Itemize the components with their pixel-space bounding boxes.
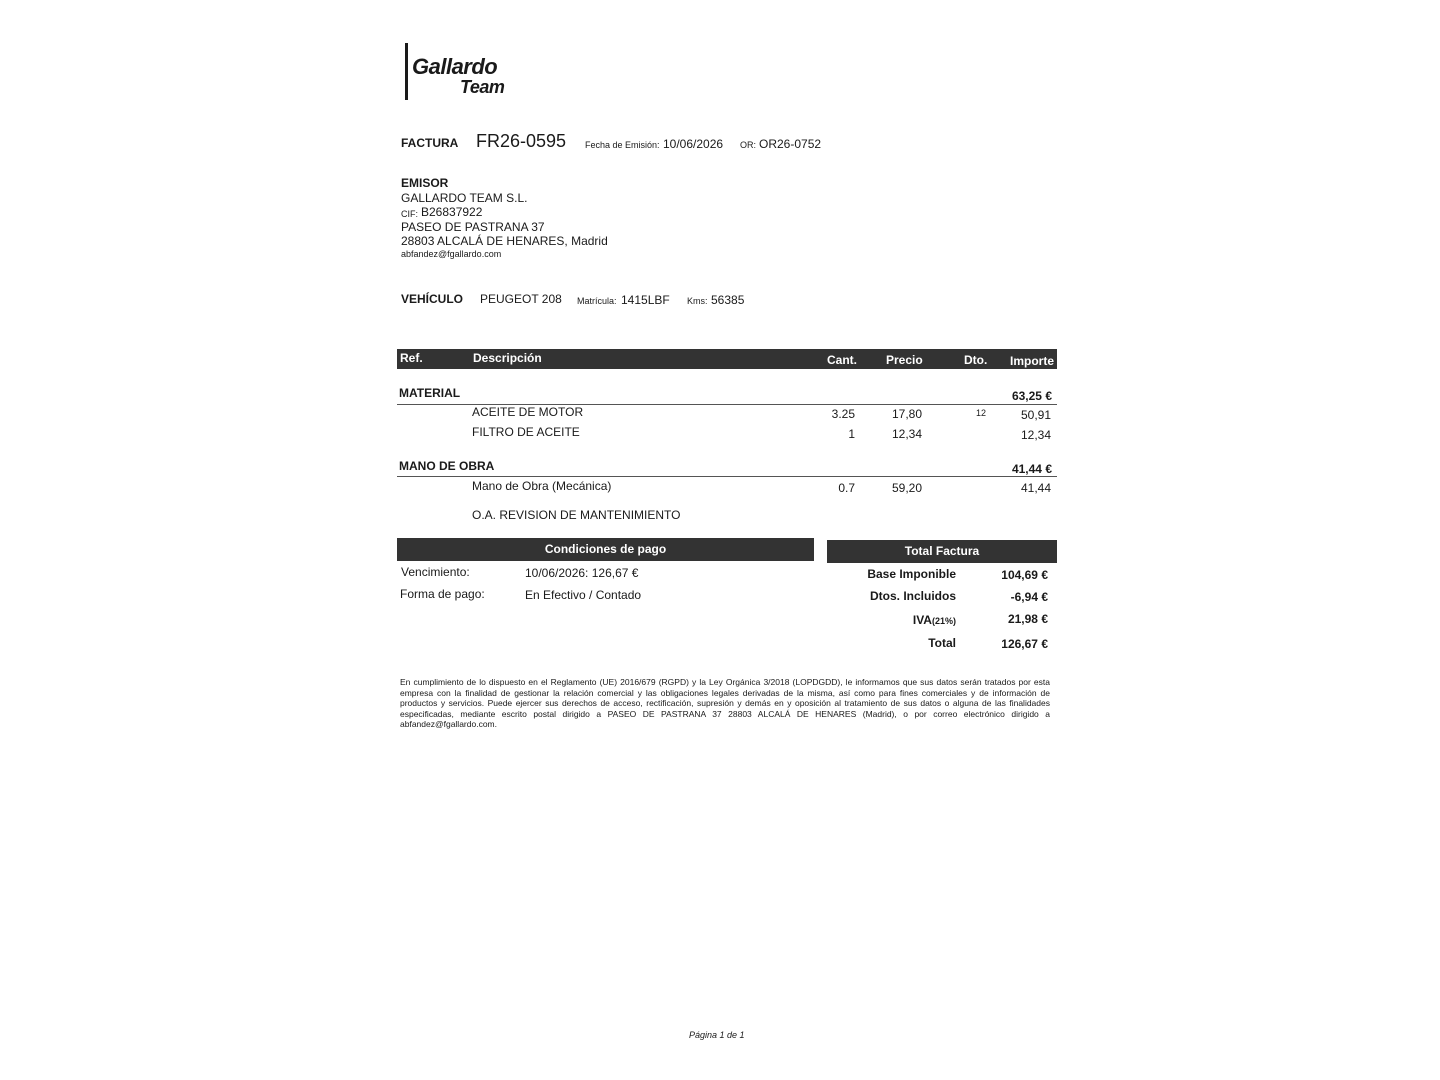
item-precio: 12,34 (892, 427, 923, 441)
kms-value: 56385 (711, 293, 745, 307)
or-label: OR: (740, 140, 757, 150)
col-ref: Ref. (400, 351, 423, 365)
logo-text-gallardo: Gallardo (412, 54, 498, 79)
base-imponible-value: 104,69 € (1001, 568, 1048, 582)
legal-notice: En cumplimiento de lo dispuesto en el Reglamento (UE) 2016/679 (RGPD) y la Ley Orgánica 3/2018 (LOPDGDD), le informamos que sus datos serán tratados por esta empresa con la finalidad de gestionar la relación comercial y las obligaciones legales derivadas de la misma, así como para fines comerciales y de información de productos y servicios. Puede ejercer sus derechos de acceso, rectificación, supresión y demás en y oposición al tratamiento de sus datos o alguna de las finalidades especificadas, mediante escrito postal dirigido a PASEO DE PASTRANA 37 28803 ALCALÁ DE HENARES (Madrid), o por correo electrónico dirigido a abfandez@fgallardo.com. (400, 677, 1050, 730)
total-invoice-title: Total Factura (904, 544, 980, 558)
cif-label: CIF: (401, 209, 418, 219)
factura-label: FACTURA (401, 136, 459, 150)
matricula-label: Matrícula: (577, 296, 617, 306)
cif-value: B26837922 (421, 205, 483, 219)
total-label: Total (928, 636, 956, 650)
section-total-material: 63,25 € (1011, 389, 1052, 403)
col-descripcion: Descripción (473, 351, 542, 365)
payment-conditions-title: Condiciones de pago (544, 542, 667, 556)
descuentos-value: -6,94 € (1010, 590, 1048, 604)
col-cant: Cant. (827, 353, 857, 367)
kms-label: Kms: (687, 296, 708, 306)
items-table-header (397, 349, 1057, 369)
vehiculo-label: VEHÍCULO (401, 292, 464, 306)
total-invoice-header (827, 540, 1057, 563)
iva-value: 21,98 € (1007, 612, 1048, 626)
col-precio: Precio (886, 353, 923, 367)
section-total-mano-de-obra: 41,44 € (1011, 462, 1052, 476)
emisor-address-1: PASEO DE PASTRANA 37 (401, 220, 545, 234)
fecha-emision-value: 10/06/2026 (663, 137, 724, 151)
vencimiento-label: Vencimiento: (401, 565, 470, 579)
item-importe: 12,34 (1020, 428, 1051, 442)
item-desc: ACEITE DE MOTOR (472, 405, 584, 419)
emisor-address-2: 28803 ALCALÁ DE HENARES, Madrid (401, 234, 608, 248)
factura-number: FR26-0595 (476, 131, 567, 151)
matricula-value: 1415LBF (621, 293, 670, 307)
base-imponible-label: Base Imponible (867, 567, 956, 581)
payment-conditions-header (397, 538, 814, 561)
section-title-material: MATERIAL (399, 386, 461, 400)
emisor-name: GALLARDO TEAM S.L. (401, 191, 528, 205)
item-cant: 1 (848, 427, 855, 441)
fecha-emision-label: Fecha de Emisión: (585, 140, 660, 150)
iva-rate: (21%) (931, 616, 956, 626)
vehiculo-model: PEUGEOT 208 (480, 292, 562, 306)
emisor-email: abfandez@fgallardo.com (401, 249, 502, 259)
item-precio: 17,80 (892, 407, 923, 421)
section-title-mano-de-obra: MANO DE OBRA (399, 459, 495, 473)
col-dto: Dto. (964, 353, 988, 367)
logo-bar (405, 43, 408, 100)
or-value: OR26-0752 (759, 137, 822, 151)
total-value: 126,67 € (1001, 637, 1048, 651)
forma-pago-value: En Efectivo / Contado (525, 588, 642, 602)
item-precio: 59,20 (892, 481, 923, 495)
iva-label: IVA (912, 613, 932, 627)
col-importe: Importe (1010, 354, 1055, 368)
section-divider (397, 476, 1057, 477)
logo-text-team: Team (460, 77, 505, 97)
iva-label-group (913, 611, 956, 629)
item-cant: 0.7 (838, 481, 855, 495)
vencimiento-value: 10/06/2026: 126,67 € (525, 566, 639, 580)
page-number: Página 1 de 1 (689, 1030, 745, 1040)
item-dto: 12 (976, 408, 987, 418)
item-desc: FILTRO DE ACEITE (472, 425, 580, 439)
forma-pago-label: Forma de pago: (400, 587, 485, 601)
repair-order-note: O.A. REVISION DE MANTENIMIENTO (472, 508, 681, 522)
descuentos-label: Dtos. Incluidos (869, 589, 956, 603)
emisor-label: EMISOR (401, 176, 449, 190)
item-cant: 3.25 (831, 407, 855, 421)
item-importe: 41,44 (1020, 481, 1051, 495)
item-importe: 50,91 (1020, 408, 1051, 422)
item-desc: Mano de Obra (Mecánica) (472, 479, 612, 493)
